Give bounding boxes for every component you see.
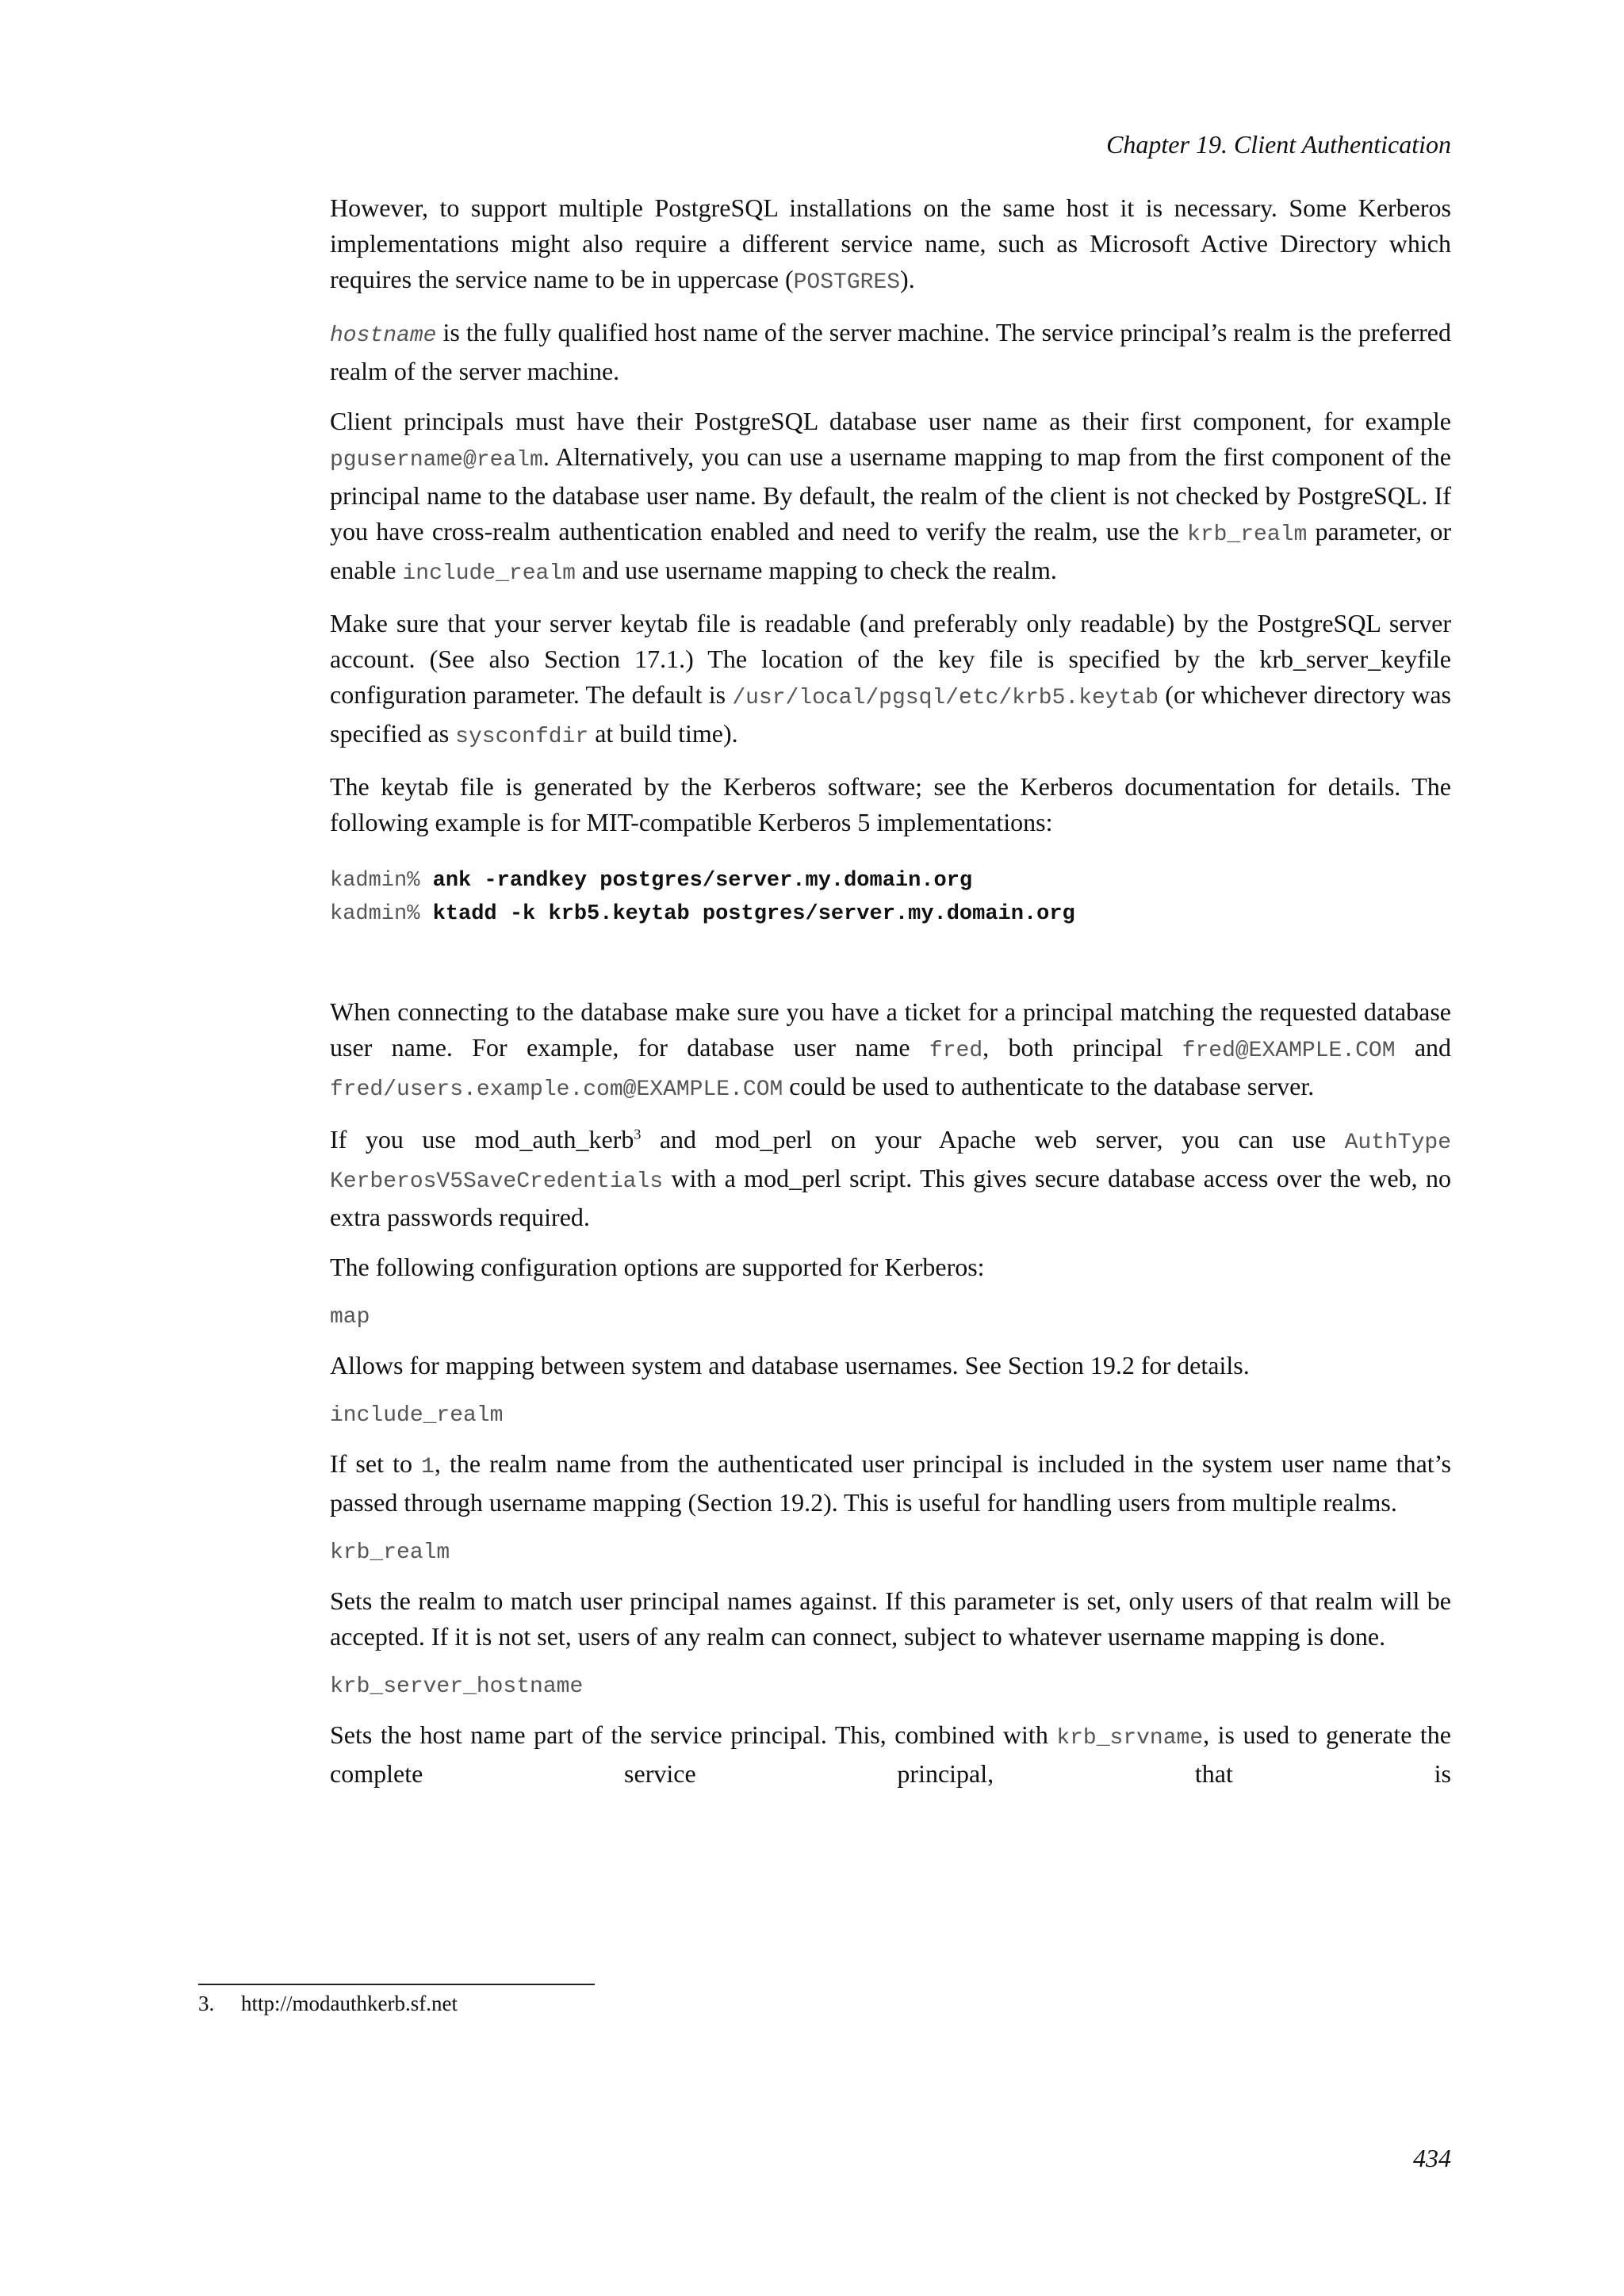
inline-code: fred (929, 1039, 983, 1063)
paragraph: Make sure that your server keytab file is readable (and preferably only readable) by the PostgreSQL server account. (See also Section 17.1.) The location of the key file is specified by the krb_server_keyfile configuration parameter. The default is /usr/local/pgsql/etc/krb5.keytab (or whichever directory was specified as sysconfdir at build time). (330, 609, 1452, 749)
option-term-include-realm: include_realm (330, 1403, 504, 1428)
inline-code: /usr/local/pgsql/etc/krb5.keytab (732, 686, 1159, 710)
program-listing (330, 864, 1451, 931)
inline-code: fred@EXAMPLE.COM (1182, 1039, 1396, 1063)
footnote (198, 1992, 458, 2016)
listing-line (330, 864, 1451, 897)
option-definition: If set to 1, the realm name from the authenticated user principal is included in the system user name that’s passed through username mapping (Section 19.2). This is useful for handling users from multiple realms. (330, 1449, 1452, 1517)
page-number: 434 (1413, 2144, 1451, 2172)
inline-code: POSTGRES (793, 270, 901, 295)
inline-code-replaceable: hostname (330, 323, 437, 348)
paragraph: However, to support multiple PostgreSQL installations on the same host it is necessary. Some Kerberos implementations might also require a different service name, such as Microsoft Active Directory which requires the service name to be in uppercase (POSTGRES). (330, 193, 1451, 295)
paragraph: The following configuration options are supported for Kerberos: (330, 1253, 985, 1281)
paragraph: When connecting to the database make sure you have a ticket for a principal matching the requested database user name. For example, for database user name fred, both principal fred@EXAMPLE.COM and fred/users.example.com@EXAMPLE.COM could be used to authenticate to the database server. (330, 997, 1452, 1102)
inline-code: krb_srvname (1056, 1726, 1204, 1751)
option-definition: Sets the host name part of the service principal. This, combined with krb_srvname, is used to generate the complete service principal, that is (330, 1720, 1451, 1788)
option-term-krb-realm: krb_realm (330, 1540, 450, 1565)
footnote-link[interactable]: http://modauthkerb.sf.net (241, 1992, 458, 2015)
inline-code: pgusername@realm (330, 448, 543, 473)
paragraph: The keytab file is generated by the Kerberos software; see the Kerberos documentation for details. The following example is for MIT-compatible Kerberos 5 implementations: (330, 772, 1451, 836)
shell-command: ank -randkey postgres/server.my.domain.org (432, 869, 973, 893)
paragraph: If you use mod_auth_kerb$^3$ and mod_perl on your Apache web server, you can use AuthType KerberosV5SaveCredentials with a mod_perl script. This gives secure database access over the web, no extra passwords required. (330, 1125, 1452, 1231)
inline-code: AuthType KerberosV5SaveCredentials (330, 1131, 1452, 1194)
running-head: Chapter 19. Client Authentication (1106, 130, 1451, 159)
option-definition: Allows for mapping between system and database usernames. See Section 19.2 for details. (330, 1351, 1250, 1380)
inline-code: 1 (421, 1455, 435, 1479)
option-term-map: map (330, 1305, 370, 1330)
paragraph: hostname is the fully qualified host name of the server machine. The service principal’s realm is the preferred realm of the server machine. (330, 318, 1451, 385)
footnote-marker[interactable]: 3 (634, 1126, 642, 1142)
shell-command: ktadd -k krb5.keytab postgres/server.my.domain.org (432, 902, 1075, 926)
inline-code: sysconfdir (455, 725, 589, 749)
page-body (330, 190, 1451, 1806)
inline-code: include_realm (402, 561, 576, 586)
listing-line (330, 897, 1451, 931)
inline-code: krb_realm (1187, 522, 1308, 547)
option-term-krb-server-hostname: krb_server_hostname (330, 1674, 584, 1699)
paragraph: Client principals must have their PostgreSQL database user name as their first component, for example pgusername@realm. Alternatively, you can use a username mapping to map from the first component of the principal name to the database user name. By default, the realm of the client is not checked by PostgreSQL. If you have cross-realm authentication enabled and need to verify the realm, use the krb_realm parameter, or enable include_realm and use username mapping to check the realm. (330, 407, 1452, 586)
shell-prompt: kadmin% (330, 869, 433, 893)
footnote-number: 3. (198, 1992, 215, 2015)
footnote-rule (198, 1984, 595, 1985)
inline-code: fred/users.example.com@EXAMPLE.COM (330, 1077, 783, 1102)
shell-prompt: kadmin% (330, 902, 433, 926)
option-definition: Sets the realm to match user principal names against. If this parameter is set, only users of that realm will be accepted. If it is not set, users of any realm can connect, subject to whatever username mapping is done. (330, 1586, 1451, 1651)
